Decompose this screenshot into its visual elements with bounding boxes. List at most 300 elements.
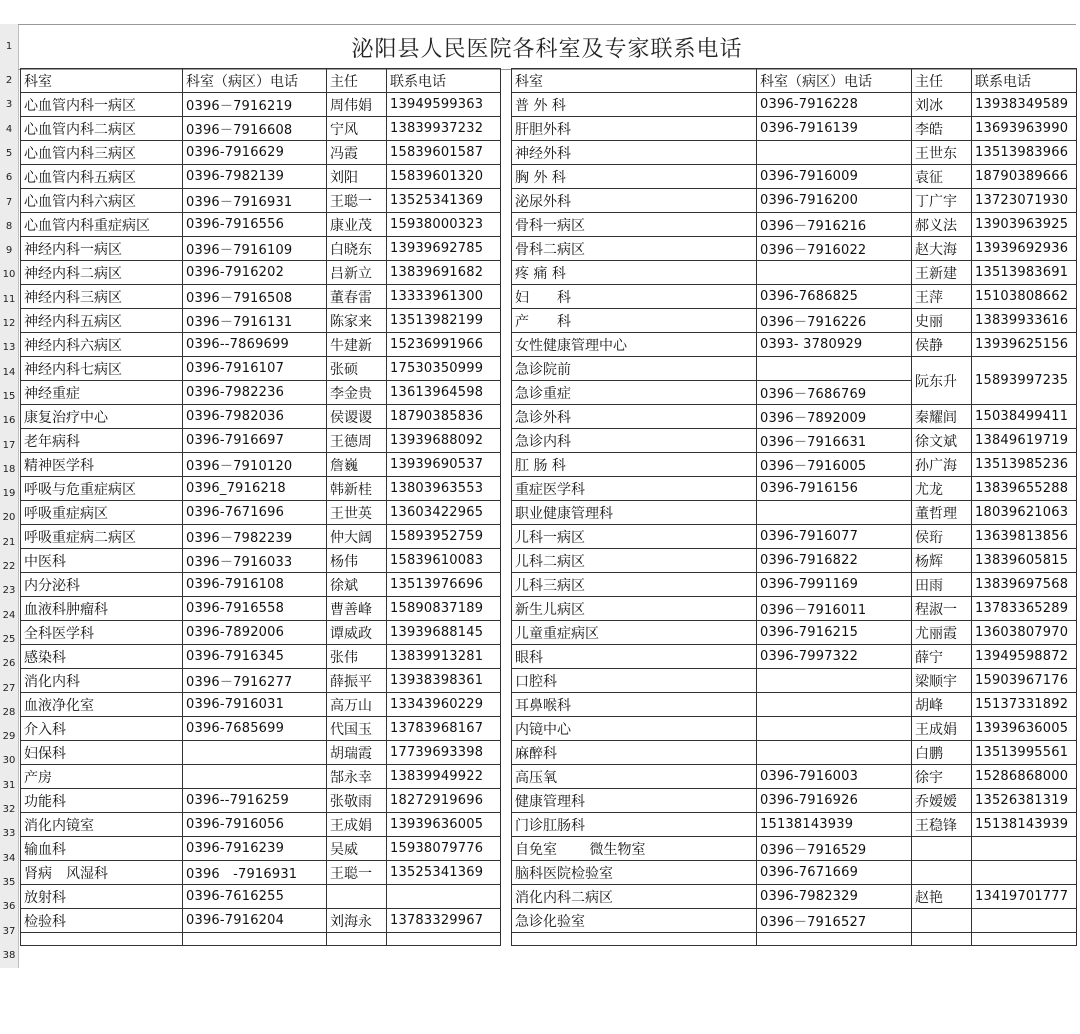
dept-cell[interactable]: 消化内科二病区 (512, 885, 757, 909)
director-cell[interactable]: 杨辉 (912, 549, 972, 573)
director-cell[interactable] (912, 909, 972, 933)
dept-phone-cell[interactable]: 0396-7916139 (757, 117, 912, 141)
dept-cell[interactable]: 脑科医院检验室 (512, 861, 757, 885)
contact-phone-cell[interactable]: 15903967176 (972, 669, 1077, 693)
director-cell[interactable]: 仲大阔 (327, 525, 387, 549)
director-cell[interactable]: 郝义法 (912, 213, 972, 237)
dept-phone-cell[interactable]: 0396－7916608 (183, 117, 327, 141)
director-cell[interactable]: 王聪一 (327, 189, 387, 213)
director-cell[interactable]: 刘阳 (327, 165, 387, 189)
dept-phone-cell[interactable]: 0396-7916215 (757, 621, 912, 645)
contact-phone-cell[interactable]: 13525341369 (387, 861, 501, 885)
dept-cell[interactable]: 疼 痛 科 (512, 261, 757, 285)
director-cell[interactable]: 王稳锋 (912, 813, 972, 837)
director-cell[interactable]: 阮东升 (912, 357, 972, 405)
dept-phone-cell[interactable]: 0396－7916931 (183, 189, 327, 213)
director-cell[interactable]: 曹善峰 (327, 597, 387, 621)
director-cell[interactable]: 詹巍 (327, 453, 387, 477)
contact-phone-cell[interactable]: 13839655288 (972, 477, 1077, 501)
row-number[interactable]: 22 (2, 561, 16, 572)
row-number[interactable]: 12 (2, 318, 16, 329)
director-cell[interactable]: 康业茂 (327, 213, 387, 237)
contact-phone-cell[interactable]: 13783365289 (972, 597, 1077, 621)
dept-cell[interactable]: 急诊重症 (512, 381, 757, 405)
contact-phone-cell[interactable]: 13939688145 (387, 621, 501, 645)
director-cell[interactable]: 王世东 (912, 141, 972, 165)
row-number[interactable]: 5 (5, 147, 13, 159)
contact-phone-cell[interactable]: 13938349589 (972, 93, 1077, 117)
director-cell[interactable]: 高万山 (327, 693, 387, 717)
row-number[interactable]: 28 (2, 706, 16, 718)
row-number[interactable]: 33 (2, 828, 16, 840)
director-cell[interactable]: 秦耀闾 (912, 405, 972, 429)
dept-cell[interactable]: 心血管内科三病区 (21, 141, 183, 165)
director-cell[interactable]: 王新建 (912, 261, 972, 285)
contact-phone-cell[interactable]: 13839691682 (387, 261, 501, 285)
dept-cell[interactable]: 妇 科 (512, 285, 757, 309)
dept-cell[interactable]: 心血管内科二病区 (21, 117, 183, 141)
dept-cell[interactable]: 普 外 科 (512, 93, 757, 117)
dept-cell[interactable]: 自免室 微生物室 (512, 837, 757, 861)
dept-cell[interactable]: 神经内科五病区 (21, 309, 183, 333)
director-cell[interactable]: 丁广宇 (912, 189, 972, 213)
dept-cell[interactable]: 肛 肠 科 (512, 453, 757, 477)
dept-phone-cell[interactable]: 0396-7916697 (183, 429, 327, 453)
dept-phone-cell[interactable]: 0396-7916822 (757, 549, 912, 573)
dept-phone-cell[interactable]: 0396-7916926 (757, 789, 912, 813)
director-cell[interactable]: 梁顺宇 (912, 669, 972, 693)
director-cell[interactable]: 胡峰 (912, 693, 972, 717)
row-number[interactable]: 3 (5, 99, 13, 111)
dept-cell[interactable]: 产房 (21, 765, 183, 789)
dept-cell[interactable]: 神经外科 (512, 141, 757, 165)
contact-phone-cell[interactable]: 15236991966 (387, 333, 501, 357)
row-number[interactable]: 26 (2, 658, 16, 670)
dept-cell[interactable]: 肝胆外科 (512, 117, 757, 141)
dept-cell[interactable]: 职业健康管理科 (512, 501, 757, 525)
director-cell[interactable]: 尤丽霞 (912, 621, 972, 645)
dept-cell[interactable]: 呼吸重症病二病区 (21, 525, 183, 549)
contact-phone-cell[interactable]: 13419701777 (972, 885, 1077, 909)
row-number[interactable]: 8 (5, 220, 13, 232)
dept-phone-cell[interactable]: 15138143939 (757, 813, 912, 837)
dept-phone-cell[interactable] (757, 357, 912, 381)
dept-cell[interactable]: 产 科 (512, 309, 757, 333)
row-number[interactable]: 34 (2, 852, 16, 864)
row-number[interactable]: 25 (2, 633, 16, 645)
contact-phone-cell[interactable]: 13513976696 (387, 573, 501, 597)
row-number[interactable]: 13 (2, 342, 16, 354)
director-cell[interactable]: 杨伟 (327, 549, 387, 573)
dept-phone-cell[interactable]: 0393- 3780929 (757, 333, 912, 357)
contact-phone-cell[interactable]: 17739693398 (387, 741, 501, 765)
contact-phone-cell[interactable]: 13939625156 (972, 333, 1077, 357)
dept-cell[interactable]: 血液科肿瘤科 (21, 597, 183, 621)
empty-cell[interactable] (21, 933, 183, 946)
empty-cell[interactable] (183, 933, 327, 946)
director-cell[interactable]: 史丽 (912, 309, 972, 333)
dept-phone-cell[interactable]: 0396－7982239 (183, 525, 327, 549)
director-cell[interactable]: 宁风 (327, 117, 387, 141)
dept-phone-cell[interactable]: 0396－7686769 (757, 381, 912, 405)
dept-cell[interactable]: 儿科二病区 (512, 549, 757, 573)
contact-phone-cell[interactable] (972, 837, 1077, 861)
dept-cell[interactable]: 女性健康管理中心 (512, 333, 757, 357)
dept-phone-cell[interactable]: 0396-7916239 (183, 837, 327, 861)
contact-phone-cell[interactable]: 13526381319 (972, 789, 1077, 813)
dept-phone-cell[interactable]: 0396-7685699 (183, 717, 327, 741)
director-cell[interactable]: 郜永幸 (327, 765, 387, 789)
contact-phone-cell[interactable]: 15038499411 (972, 405, 1077, 429)
dept-cell[interactable]: 泌尿外科 (512, 189, 757, 213)
row-number[interactable]: 24 (2, 609, 16, 621)
contact-phone-cell[interactable]: 13613964598 (387, 381, 501, 405)
contact-phone-cell[interactable]: 13333961300 (387, 285, 501, 309)
dept-phone-cell[interactable]: 0396－7916219 (183, 93, 327, 117)
dept-phone-cell[interactable]: 0396-7892006 (183, 621, 327, 645)
director-cell[interactable]: 王聪一 (327, 861, 387, 885)
dept-phone-cell[interactable]: 0396_7916218 (183, 477, 327, 501)
director-cell[interactable]: 王萍 (912, 285, 972, 309)
contact-phone-cell[interactable]: 15890837189 (387, 597, 501, 621)
dept-phone-cell[interactable]: 0396-7997322 (757, 645, 912, 669)
contact-phone-cell[interactable] (972, 909, 1077, 933)
dept-cell[interactable]: 骨科一病区 (512, 213, 757, 237)
row-number[interactable]: 1 (5, 41, 13, 52)
column-header[interactable]: 联系电话 (387, 69, 501, 93)
row-number[interactable]: 7 (5, 196, 13, 208)
dept-cell[interactable]: 检验科 (21, 909, 183, 933)
row-number[interactable]: 35 (2, 876, 16, 888)
contact-phone-cell[interactable]: 13839605815 (972, 549, 1077, 573)
contact-phone-cell[interactable]: 18272919696 (387, 789, 501, 813)
director-cell[interactable]: 薛宁 (912, 645, 972, 669)
director-cell[interactable]: 赵艳 (912, 885, 972, 909)
row-number[interactable]: 36 (2, 901, 16, 913)
row-number[interactable]: 37 (2, 925, 16, 937)
dept-phone-cell[interactable]: 0396-‑7916259 (183, 789, 327, 813)
row-number[interactable]: 14 (2, 366, 16, 378)
contact-phone-cell[interactable]: 15938000323 (387, 213, 501, 237)
column-header[interactable]: 科室 (512, 69, 757, 93)
director-cell[interactable]: 徐宇 (912, 765, 972, 789)
contact-phone-cell[interactable]: 13525341369 (387, 189, 501, 213)
dept-cell[interactable]: 急诊院前 (512, 357, 757, 381)
dept-cell[interactable]: 康复治疗中心 (21, 405, 183, 429)
dept-cell[interactable]: 心血管内科六病区 (21, 189, 183, 213)
dept-phone-cell[interactable]: 0396-7982139 (183, 165, 327, 189)
dept-phone-cell[interactable]: 0396-7616255 (183, 885, 327, 909)
dept-phone-cell[interactable]: 0396－7916508 (183, 285, 327, 309)
contact-phone-cell[interactable]: 13939688092 (387, 429, 501, 453)
dept-phone-cell[interactable] (757, 693, 912, 717)
dept-phone-cell[interactable]: 0396－7916011 (757, 597, 912, 621)
dept-cell[interactable]: 消化内科 (21, 669, 183, 693)
row-number[interactable]: 11 (2, 293, 16, 305)
contact-phone-cell[interactable]: 13939692785 (387, 237, 501, 261)
dept-phone-cell[interactable]: 0396－7916631 (757, 429, 912, 453)
director-cell[interactable] (327, 885, 387, 909)
empty-cell[interactable] (972, 933, 1077, 946)
empty-cell[interactable] (387, 933, 501, 946)
dept-phone-cell[interactable]: 0396－7916033 (183, 549, 327, 573)
dept-phone-cell[interactable]: 0396－7916527 (757, 909, 912, 933)
dept-cell[interactable]: 新生儿病区 (512, 597, 757, 621)
director-cell[interactable]: 董春雷 (327, 285, 387, 309)
dept-phone-cell[interactable]: 0396-7916345 (183, 645, 327, 669)
dept-phone-cell[interactable]: 0396-7916202 (183, 261, 327, 285)
row-number[interactable]: 38 (2, 949, 16, 961)
director-cell[interactable] (912, 837, 972, 861)
director-cell[interactable]: 徐斌 (327, 573, 387, 597)
dept-cell[interactable]: 儿科三病区 (512, 573, 757, 597)
dept-cell[interactable]: 神经内科二病区 (21, 261, 183, 285)
column-header[interactable]: 联系电话 (972, 69, 1077, 93)
dept-cell[interactable]: 中医科 (21, 549, 183, 573)
row-number[interactable]: 30 (2, 755, 16, 767)
contact-phone-cell[interactable]: 13513983966 (972, 141, 1077, 165)
director-cell[interactable]: 代国玉 (327, 717, 387, 741)
contact-phone-cell[interactable]: 13513985236 (972, 453, 1077, 477)
contact-phone-cell[interactable]: 13803963553 (387, 477, 501, 501)
column-header[interactable]: 科室（病区）电话 (757, 69, 912, 93)
dept-cell[interactable]: 妇保科 (21, 741, 183, 765)
director-cell[interactable]: 侯珩 (912, 525, 972, 549)
dept-phone-cell[interactable]: 0396－7892009 (757, 405, 912, 429)
row-number[interactable]: 6 (5, 172, 13, 184)
dept-cell[interactable]: 门诊肛肠科 (512, 813, 757, 837)
dept-cell[interactable]: 心血管内科一病区 (21, 93, 183, 117)
contact-phone-cell[interactable]: 13939636005 (972, 717, 1077, 741)
dept-phone-cell[interactable]: 0396－7916109 (183, 237, 327, 261)
column-header[interactable]: 科室（病区）电话 (183, 69, 327, 93)
contact-phone-cell[interactable]: 15103808662 (972, 285, 1077, 309)
contact-phone-cell[interactable]: 13603807970 (972, 621, 1077, 645)
contact-phone-cell[interactable]: 18039621063 (972, 501, 1077, 525)
dept-phone-cell[interactable]: 0396－7916216 (757, 213, 912, 237)
director-cell[interactable]: 董哲理 (912, 501, 972, 525)
dept-cell[interactable]: 急诊外科 (512, 405, 757, 429)
row-number[interactable]: 16 (2, 415, 16, 427)
dept-cell[interactable]: 介入科 (21, 717, 183, 741)
row-number[interactable]: 31 (2, 779, 16, 791)
empty-cell[interactable] (512, 933, 757, 946)
contact-phone-cell[interactable]: 15839601320 (387, 165, 501, 189)
empty-cell[interactable] (912, 933, 972, 946)
dept-phone-cell[interactable]: 0396-7671696 (183, 501, 327, 525)
contact-phone-cell[interactable] (972, 861, 1077, 885)
contact-phone-cell[interactable]: 15893997235 (972, 357, 1077, 405)
director-cell[interactable]: 徐文斌 (912, 429, 972, 453)
column-header[interactable]: 主任 (327, 69, 387, 93)
empty-cell[interactable] (327, 933, 387, 946)
dept-phone-cell[interactable]: 0396-7991169 (757, 573, 912, 597)
director-cell[interactable]: 刘海永 (327, 909, 387, 933)
contact-phone-cell[interactable]: 15286868000 (972, 765, 1077, 789)
dept-cell[interactable]: 儿科一病区 (512, 525, 757, 549)
dept-phone-cell[interactable]: 0396-7686825 (757, 285, 912, 309)
contact-phone-cell[interactable]: 18790385836 (387, 405, 501, 429)
director-cell[interactable]: 程淑一 (912, 597, 972, 621)
dept-cell[interactable]: 重症医学科 (512, 477, 757, 501)
dept-cell[interactable]: 急诊内科 (512, 429, 757, 453)
dept-phone-cell[interactable]: 0396－7916022 (757, 237, 912, 261)
dept-phone-cell[interactable]: 0396-7982236 (183, 381, 327, 405)
dept-cell[interactable]: 消化内镜室 (21, 813, 183, 837)
dept-cell[interactable]: 儿童重症病区 (512, 621, 757, 645)
dept-cell[interactable]: 心血管内科五病区 (21, 165, 183, 189)
row-number[interactable]: 4 (5, 123, 13, 135)
contact-phone-cell[interactable]: 13939636005 (387, 813, 501, 837)
dept-cell[interactable]: 眼科 (512, 645, 757, 669)
director-cell[interactable]: 王成娟 (327, 813, 387, 837)
row-number[interactable]: 20 (2, 512, 16, 524)
contact-phone-cell[interactable]: 17530350999 (387, 357, 501, 381)
director-cell[interactable]: 侯静 (912, 333, 972, 357)
row-number[interactable]: 15 (2, 390, 16, 402)
dept-cell[interactable]: 血液净化室 (21, 693, 183, 717)
dept-phone-cell[interactable] (757, 741, 912, 765)
director-cell[interactable]: 乔嫒嫒 (912, 789, 972, 813)
director-cell[interactable]: 王世英 (327, 501, 387, 525)
contact-phone-cell[interactable]: 13949598872 (972, 645, 1077, 669)
dept-cell[interactable]: 呼吸与危重症病区 (21, 477, 183, 501)
dept-phone-cell[interactable]: 0396-7671669 (757, 861, 912, 885)
dept-phone-cell[interactable] (757, 141, 912, 165)
dept-phone-cell[interactable] (757, 717, 912, 741)
director-cell[interactable]: 袁征 (912, 165, 972, 189)
contact-phone-cell[interactable]: 13839697568 (972, 573, 1077, 597)
director-cell[interactable]: 张敬雨 (327, 789, 387, 813)
dept-phone-cell[interactable]: 0396-7916031 (183, 693, 327, 717)
column-header[interactable]: 主任 (912, 69, 972, 93)
row-number[interactable]: 9 (5, 245, 13, 257)
empty-cell[interactable] (757, 933, 912, 946)
dept-cell[interactable]: 口腔科 (512, 669, 757, 693)
row-number[interactable]: 19 (2, 488, 16, 500)
director-cell[interactable]: 薛振平 (327, 669, 387, 693)
dept-cell[interactable]: 神经内科六病区 (21, 333, 183, 357)
director-cell[interactable]: 谭威政 (327, 621, 387, 645)
row-number[interactable]: 10 (2, 269, 16, 281)
column-header[interactable]: 科室 (21, 69, 183, 93)
director-cell[interactable]: 冯霞 (327, 141, 387, 165)
director-cell[interactable]: 张硕 (327, 357, 387, 381)
dept-cell[interactable]: 胸 外 科 (512, 165, 757, 189)
director-cell[interactable]: 陈家来 (327, 309, 387, 333)
contact-phone-cell[interactable]: 13693963990 (972, 117, 1077, 141)
contact-phone-cell[interactable]: 18790389666 (972, 165, 1077, 189)
dept-phone-cell[interactable]: 0396-7916228 (757, 93, 912, 117)
contact-phone-cell[interactable]: 15938079776 (387, 837, 501, 861)
row-number[interactable]: 27 (2, 682, 16, 694)
director-cell[interactable]: 王德周 (327, 429, 387, 453)
director-cell[interactable]: 李皓 (912, 117, 972, 141)
dept-cell[interactable]: 急诊化验室 (512, 909, 757, 933)
row-number[interactable]: 32 (2, 804, 16, 815)
dept-cell[interactable]: 全科医学科 (21, 621, 183, 645)
row-number[interactable]: 18 (2, 463, 16, 475)
contact-phone-cell[interactable]: 13939692936 (972, 237, 1077, 261)
dept-cell[interactable]: 肾病 风湿科 (21, 861, 183, 885)
dept-phone-cell[interactable]: 0396-7916107 (183, 357, 327, 381)
contact-phone-cell[interactable]: 13849619719 (972, 429, 1077, 453)
contact-phone-cell[interactable]: 13783329967 (387, 909, 501, 933)
dept-phone-cell[interactable] (183, 741, 327, 765)
dept-phone-cell[interactable]: 0396－7916277 (183, 669, 327, 693)
dept-phone-cell[interactable] (757, 261, 912, 285)
contact-phone-cell[interactable]: 15138143939 (972, 813, 1077, 837)
dept-cell[interactable]: 内分泌科 (21, 573, 183, 597)
dept-phone-cell[interactable]: 0396-7916003 (757, 765, 912, 789)
contact-phone-cell[interactable]: 15839601587 (387, 141, 501, 165)
dept-cell[interactable]: 神经内科三病区 (21, 285, 183, 309)
contact-phone-cell[interactable]: 13903963925 (972, 213, 1077, 237)
dept-phone-cell[interactable]: 0396－7916226 (757, 309, 912, 333)
dept-cell[interactable]: 麻醉科 (512, 741, 757, 765)
dept-phone-cell[interactable]: 0396－7916005 (757, 453, 912, 477)
dept-phone-cell[interactable]: 0396－7910120 (183, 453, 327, 477)
dept-phone-cell[interactable]: 0396-7982036 (183, 405, 327, 429)
director-cell[interactable]: 侯谡谡 (327, 405, 387, 429)
director-cell[interactable]: 李金贵 (327, 381, 387, 405)
director-cell[interactable]: 白鹏 (912, 741, 972, 765)
director-cell[interactable]: 吴威 (327, 837, 387, 861)
contact-phone-cell[interactable]: 13783968167 (387, 717, 501, 741)
contact-phone-cell[interactable]: 13513982199 (387, 309, 501, 333)
row-number[interactable]: 17 (2, 439, 16, 451)
contact-phone-cell[interactable]: 15137331892 (972, 693, 1077, 717)
dept-cell[interactable]: 神经内科七病区 (21, 357, 183, 381)
dept-cell[interactable]: 骨科二病区 (512, 237, 757, 261)
contact-phone-cell[interactable]: 13723071930 (972, 189, 1077, 213)
director-cell[interactable]: 韩新桂 (327, 477, 387, 501)
dept-phone-cell[interactable]: 0396-7916056 (183, 813, 327, 837)
contact-phone-cell[interactable]: 13343960229 (387, 693, 501, 717)
director-cell[interactable]: 胡瑞霞 (327, 741, 387, 765)
contact-phone-cell[interactable]: 13839937232 (387, 117, 501, 141)
contact-phone-cell[interactable]: 13513995561 (972, 741, 1077, 765)
dept-cell[interactable]: 神经重症 (21, 381, 183, 405)
director-cell[interactable]: 吕新立 (327, 261, 387, 285)
contact-phone-cell[interactable]: 13839913281 (387, 645, 501, 669)
dept-phone-cell[interactable]: 0396-7916077 (757, 525, 912, 549)
director-cell[interactable]: 田雨 (912, 573, 972, 597)
dept-phone-cell[interactable] (757, 501, 912, 525)
dept-phone-cell[interactable]: 0396-7916156 (757, 477, 912, 501)
director-cell[interactable]: 牛建新 (327, 333, 387, 357)
dept-cell[interactable]: 呼吸重症病区 (21, 501, 183, 525)
director-cell[interactable]: 尤龙 (912, 477, 972, 501)
row-number[interactable]: 2 (5, 75, 13, 86)
row-number[interactable]: 21 (2, 536, 16, 548)
dept-cell[interactable]: 高压氧 (512, 765, 757, 789)
contact-phone-cell[interactable]: 15839610083 (387, 549, 501, 573)
dept-phone-cell[interactable]: 0396-7916200 (757, 189, 912, 213)
dept-phone-cell[interactable]: 0396－7916131 (183, 309, 327, 333)
dept-cell[interactable]: 神经内科一病区 (21, 237, 183, 261)
director-cell[interactable]: 赵大海 (912, 237, 972, 261)
director-cell[interactable] (912, 861, 972, 885)
director-cell[interactable]: 王成娟 (912, 717, 972, 741)
dept-phone-cell[interactable]: 0396－7916529 (757, 837, 912, 861)
dept-phone-cell[interactable] (183, 765, 327, 789)
dept-phone-cell[interactable]: 0396-7982329 (757, 885, 912, 909)
dept-cell[interactable]: 耳鼻喉科 (512, 693, 757, 717)
contact-phone-cell[interactable]: 13949599363 (387, 93, 501, 117)
dept-cell[interactable]: 心血管内科重症病区 (21, 213, 183, 237)
dept-phone-cell[interactable]: 0396-7916204 (183, 909, 327, 933)
